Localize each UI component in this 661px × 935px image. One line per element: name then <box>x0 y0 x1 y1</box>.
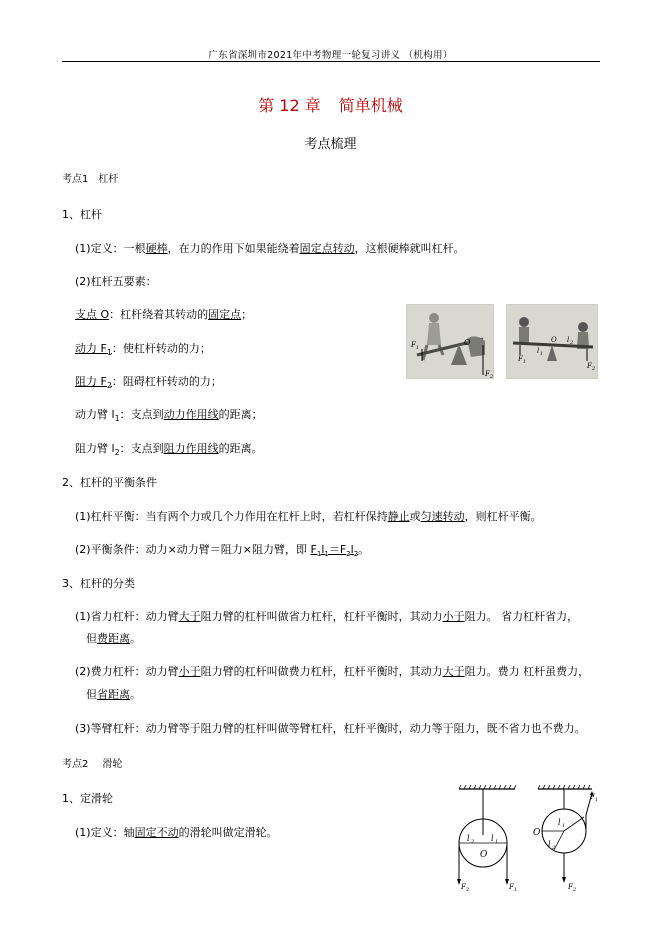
svg-text:1: 1 <box>523 359 527 365</box>
topic-1-heading <box>62 170 118 185</box>
svg-text:l: l <box>491 834 494 843</box>
lever-figure-2 <box>506 304 598 379</box>
fulcrum-label: O <box>464 338 471 347</box>
element-resistance-arm: 阻力臂 $l_2$：支点到阻力作用线的距离。 <box>75 442 263 458</box>
svg-text:F: F <box>587 362 592 370</box>
svg-text:1: 1 <box>562 823 566 829</box>
svg-text:1: 1 <box>495 839 499 845</box>
lever-definition: (1)定义：一根硬棒，在力的作用下如果能绕着固定点转动，这根硬棒就叫杠杆。 <box>75 242 465 255</box>
section-lever-heading: 1、杠杆 <box>62 208 102 221</box>
lever-figure-2-drawing <box>507 305 597 378</box>
svg-text:l: l <box>537 347 540 355</box>
topic-1-title: 杠杆 <box>98 174 119 185</box>
svg-text:l: l <box>558 818 561 827</box>
class-force-saving: (1)省力杠杆：动力臂大于阻力臂的杠杆叫做省力杠杆，杠杆平衡时，其动力小于阻力。 省力杠杆省力， <box>75 610 579 623</box>
svg-text:2: 2 <box>552 845 556 851</box>
svg-text:1: 1 <box>416 345 420 351</box>
class-force-costing: (2)费力杠杆：动力臂小于阻力臂的杠杆叫做费力杠杆，杠杆平衡时，其动力大于阻力。费力 杠杆虽费力， <box>75 665 590 678</box>
header-rule <box>62 61 600 62</box>
running-header: 广东省深圳市2021年中考物理一轮复习讲义 （机构用） <box>208 50 453 61</box>
svg-text:2: 2 <box>573 887 577 893</box>
class-force-costing-cont: 但省距离。 <box>86 688 141 701</box>
element-resistance: 阻力 $F_2$：阻碍杠杆转动的力； <box>75 375 222 391</box>
child-left-head-icon <box>519 317 529 327</box>
svg-text:l: l <box>548 840 551 849</box>
element-effort-arm: 动力臂 $l_1$：支点到动力作用线的距离； <box>75 408 263 424</box>
topic-2-heading <box>62 755 122 770</box>
class-equal-arm: (3)等臂杠杆：动力臂等于阻力臂的杠杆叫做等臂杠杆，杠杆平衡时，动力等于阻力，既不省力也不费力。 <box>75 722 586 735</box>
fixed-pulley-definition: (1)定义：轴固定不动的滑轮叫做定滑轮。 <box>75 826 278 839</box>
svg-text:F: F <box>518 355 523 363</box>
svg-text:2: 2 <box>592 366 596 372</box>
svg-text:1: 1 <box>514 887 518 893</box>
svg-text:O: O <box>551 336 557 344</box>
svg-text:F: F <box>461 883 466 891</box>
svg-text:2: 2 <box>490 374 493 378</box>
lever-figure-1 <box>406 304 494 379</box>
element-effort: 动力 $F_1$：使杠杆转动的力； <box>75 342 211 358</box>
svg-text:F: F <box>590 793 595 801</box>
section-fixed-pulley-heading: 1、定滑轮 <box>62 792 113 805</box>
chapter-number: 第 12 章 <box>258 96 321 115</box>
section-classification-heading: 3、杠杆的分类 <box>62 577 135 590</box>
person-head-icon <box>429 313 439 323</box>
chapter-title <box>0 93 661 116</box>
topic-2-label: 考点2 <box>62 759 89 770</box>
topic-2-title: 滑轮 <box>102 759 123 770</box>
svg-text:2: 2 <box>466 887 470 893</box>
balance-condition: (2)平衡条件：动力×动力臂＝阻力×阻力臂，即 $F_1l_1=F_2l_2$。 <box>75 543 370 559</box>
svg-text:1: 1 <box>540 351 544 357</box>
lever-figure-1-drawing <box>407 305 493 378</box>
svg-text:2: 2 <box>570 340 574 346</box>
pulley-figure-1 <box>453 785 523 895</box>
class-force-saving-cont: 但费距离。 <box>86 632 141 645</box>
svg-text:l: l <box>467 834 470 843</box>
svg-text:1: 1 <box>595 797 599 803</box>
child-right-head-icon <box>578 322 588 332</box>
svg-text:O: O <box>533 828 541 838</box>
chapter-name: 简单机械 <box>338 96 403 115</box>
balance-definition: (1)杠杆平衡：当有两个力或几个力作用在杠杆上时，若杠杆保持静止或匀速转动，则杠杆平衡。 <box>75 510 542 523</box>
element-fulcrum: 支点 O：杠杆绕着其转动的固定点； <box>75 308 253 321</box>
svg-text:F: F <box>485 370 490 378</box>
section-subtitle: 考点梳理 <box>304 137 357 152</box>
svg-text:F: F <box>509 883 514 891</box>
svg-text:2: 2 <box>471 839 475 845</box>
section-balance-heading: 2、杠杆的平衡条件 <box>62 476 157 489</box>
five-elements-heading: (2)杠杆五要素： <box>75 275 157 288</box>
svg-text:F: F <box>568 883 573 891</box>
pulley-figure-2 <box>528 785 603 895</box>
topic-1-label: 考点1 <box>62 174 89 185</box>
svg-text:l: l <box>567 336 570 344</box>
svg-text:F: F <box>411 341 416 349</box>
svg-text:O: O <box>480 850 488 860</box>
